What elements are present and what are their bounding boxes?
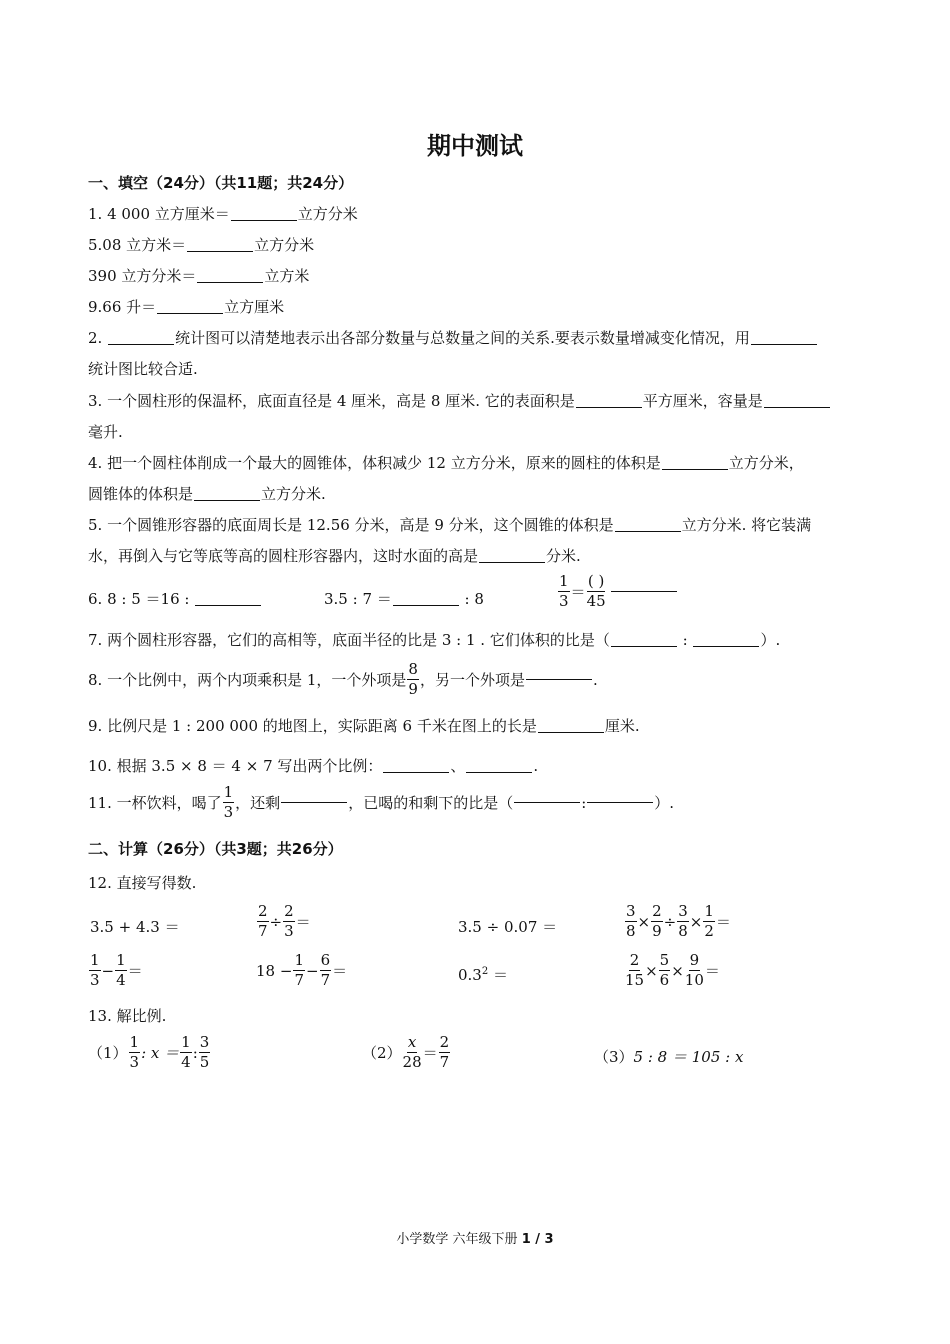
expr-12-5: $\frac{1}{3}$ − $\frac{1}{4}$ ＝ <box>90 951 143 989</box>
answer-blank[interactable] <box>764 407 830 408</box>
answer-blank[interactable] <box>514 802 580 803</box>
answer-blank[interactable] <box>231 220 297 221</box>
answer-blank[interactable] <box>194 500 260 501</box>
answer-blank[interactable] <box>187 251 253 252</box>
expr-12-7: $0.3^2$ ＝ <box>458 966 509 984</box>
section-heading-calculation: 二、计算（26分）（共3题；共26分） <box>88 840 343 858</box>
answer-blank[interactable] <box>615 531 681 532</box>
question-8: 8. 一个比例中，两个内项乘积是 1，一个外项是 $\frac{8}{9}$ ，另一个外项是 . <box>88 660 598 698</box>
answer-blank[interactable] <box>479 562 545 563</box>
question-5-line2: 水，再倒入与它等底等高的圆柱形容器内，这时水面的高是 分米. <box>88 547 581 565</box>
answer-blank[interactable] <box>393 605 459 606</box>
expr-12-8: $\frac{2}{15}$ × $\frac{5}{6}$ × $\frac{9}{10}$ ＝ <box>625 951 720 989</box>
expr-12-3: 3.5 ÷ 0.07 ＝ <box>458 918 558 936</box>
answer-blank[interactable] <box>526 679 592 680</box>
question-1a: 1. 4 000 立方厘米＝ 立方分米 <box>88 205 358 223</box>
answer-blank[interactable] <box>662 469 728 470</box>
answer-blank[interactable] <box>587 802 653 803</box>
question-12-label: 12. 直接写得数. <box>88 874 197 892</box>
question-3: 3. 一个圆柱形的保温杯，底面直径是 4 厘米，高是 8 厘米. 它的表面积是 平方厘米，容量是 <box>88 390 831 411</box>
section-heading-fill-blank: 一、填空（24分）（共11题；共24分） <box>88 174 354 192</box>
answer-blank[interactable] <box>281 802 347 803</box>
question-9: 9. 比例尺是 1 : 200 000 的地图上，实际距离 6 千米在图上的长是 厘米. <box>88 717 640 735</box>
fraction: $\frac{( )}{45}$ <box>586 572 606 610</box>
answer-blank[interactable] <box>751 344 817 345</box>
fraction: $\frac{8}{9}$ <box>408 660 418 698</box>
answer-blank[interactable] <box>466 772 532 773</box>
expr-12-2: $\frac{2}{7}$ ÷ $\frac{2}{3}$ ＝ <box>258 902 311 940</box>
fraction: $\frac{1}{3}$ <box>559 572 569 610</box>
answer-blank[interactable] <box>693 646 759 647</box>
page-number: 1 / 3 <box>521 1232 554 1247</box>
question-5: 5. 一个圆锥形容器的底面周长是 12.56 分米，高是 9 分米，这个圆锥的体积是 立方分米. 将它装满 <box>88 516 812 534</box>
question-4-line2: 圆锥体的体积是 立方分米. <box>88 485 326 503</box>
proportion-13-1: （1） $\frac{1}{3}$ : x ＝ $\frac{1}{4}$ : $\frac{3}{5}$ <box>88 1033 210 1071</box>
question-4: 4. 把一个圆柱体削成一个最大的圆锥体，体积减少 12 立方分米，原来的圆柱的体积是 立方分米， <box>88 454 804 472</box>
question-2-line2: 统计图比较合适. <box>88 360 198 378</box>
answer-blank[interactable] <box>576 407 642 408</box>
question-6c: $\frac{1}{3}$ ＝ $\frac{( )}{45}$ <box>557 574 678 609</box>
fraction: $\frac{1}{3}$ <box>223 783 234 821</box>
page-title: 期中测试 <box>427 132 523 160</box>
question-3-line2: 毫升. <box>88 423 123 441</box>
answer-blank[interactable] <box>195 605 261 606</box>
question-2: 2. 统计图可以清楚地表示出各部分数量与总数量之间的关系.要表示数量增减变化情况，用 <box>88 327 818 348</box>
question-10: 10. 根据 3.5 × 8 ＝ 4 × 7 写出两个比例： 、 . <box>88 757 539 775</box>
question-6a: 6. 8 : 5 ＝16 : <box>88 588 262 609</box>
question-1c: 390 立方分米＝ 立方米 <box>88 267 310 285</box>
proportion-13-2: （2） $\frac{x}{28}$ ＝ $\frac{2}{7}$ <box>362 1033 450 1071</box>
answer-blank[interactable] <box>611 646 677 647</box>
question-6b: 3.5 : 7 ＝ : 8 <box>324 590 484 608</box>
question-7: 7. 两个圆柱形容器，它们的高相等，底面半径的比是 3 : 1 . 它们体积的比是（ : ）. <box>88 631 781 649</box>
answer-blank[interactable] <box>108 344 174 345</box>
answer-blank[interactable] <box>383 772 449 773</box>
question-11: 11. 一杯饮料，喝了 $\frac{1}{3}$ ，还剩 ，已喝的和剩下的比是（ : ）. <box>88 783 675 821</box>
page-footer: 小学数学 六年级下册 1 / 3 <box>396 1232 554 1247</box>
expr-12-1: 3.5 + 4.3 ＝ <box>90 918 180 936</box>
question-1d: 9.66 升＝ 立方厘米 <box>88 298 285 316</box>
question-13-label: 13. 解比例. <box>88 1007 167 1025</box>
answer-blank[interactable] <box>611 591 677 592</box>
question-1b: 5.08 立方米＝ 立方分米 <box>88 236 315 254</box>
answer-blank[interactable] <box>157 313 223 314</box>
answer-blank[interactable] <box>197 282 263 283</box>
expr-12-4: $\frac{3}{8}$ × $\frac{2}{9}$ ÷ $\frac{3}{8}$ × $\frac{1}{2}$ ＝ <box>626 902 731 940</box>
answer-blank[interactable] <box>538 732 604 733</box>
proportion-13-3: （3）5 : 8 ＝ 105 : x <box>594 1048 744 1066</box>
expr-12-6: 18 − $\frac{1}{7}$ − $\frac{6}{7}$ ＝ <box>256 951 348 989</box>
